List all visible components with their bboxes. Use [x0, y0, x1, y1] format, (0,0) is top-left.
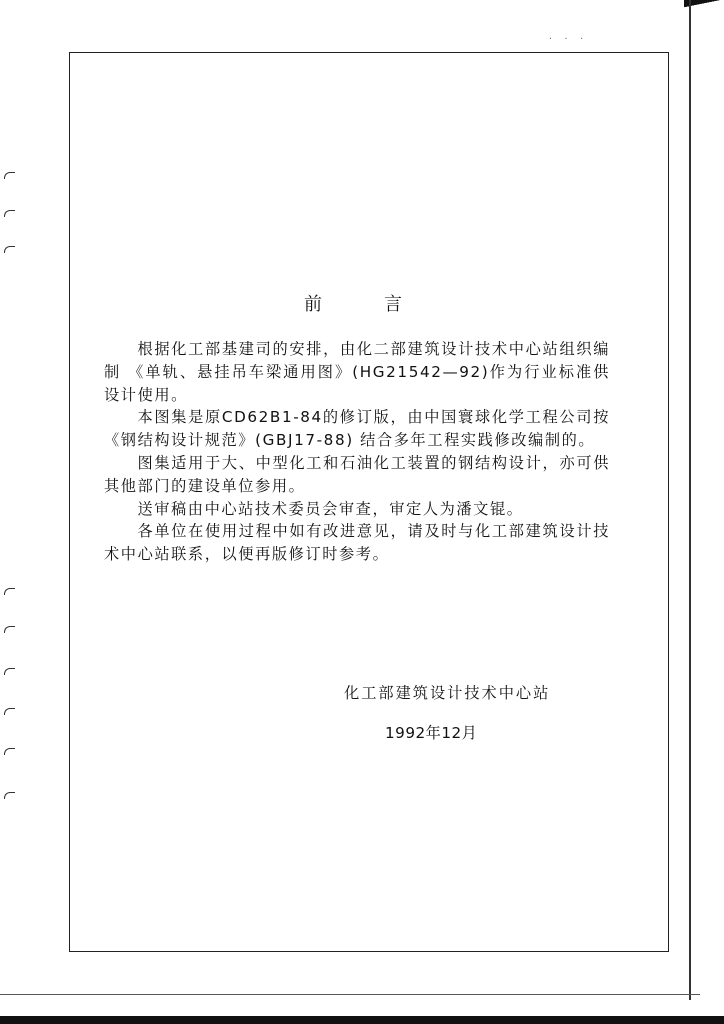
- binding-mark: [4, 172, 15, 179]
- binding-mark: [4, 626, 15, 633]
- binding-mark: [4, 246, 15, 253]
- preface-body: [104, 338, 610, 566]
- binding-mark: [4, 588, 15, 595]
- page-right-edge: [689, 0, 691, 1000]
- page-title: 前言: [304, 294, 464, 315]
- signature-organization: 化工部建筑设计技术中心站: [344, 684, 551, 702]
- binding-mark: [4, 708, 15, 715]
- binding-mark: [4, 668, 15, 675]
- paragraph: 送审稿由中心站技术委员会审查，审定人为潘文锟。: [137, 499, 524, 518]
- binding-margin: [4, 0, 18, 1000]
- paragraph: 本图集是原CD62B1-84的修订版，由中国寰球化学工程公司按《钢结构设计规范》(GBJ17-88) 结合多年工程实践修改编制的。: [104, 408, 610, 450]
- page-bottom-edge: [0, 994, 700, 995]
- paragraph: 各单位在使用过程中如有改进意见，请及时与化工部建筑设计技术中心站联系，以便再版修订时参考。: [104, 522, 610, 564]
- binding-mark: [4, 748, 15, 755]
- paragraph: 图集适用于大、中型化工和石油化工装置的钢结构设计，亦可供其他部门的建设单位参用。: [104, 453, 610, 495]
- paragraph: 根据化工部基建司的安排，由化二部建筑设计技术中心站组织编制 《单轨、悬挂吊车梁通用图》(HG21542—92)作为行业标准供设计使用。: [104, 340, 610, 404]
- scan-bottom-bar: [0, 1016, 724, 1024]
- signature-date: 1992年12月: [385, 724, 478, 742]
- scan-artifact: · · ·: [548, 34, 588, 43]
- binding-mark: [4, 792, 15, 799]
- binding-mark: [4, 210, 15, 217]
